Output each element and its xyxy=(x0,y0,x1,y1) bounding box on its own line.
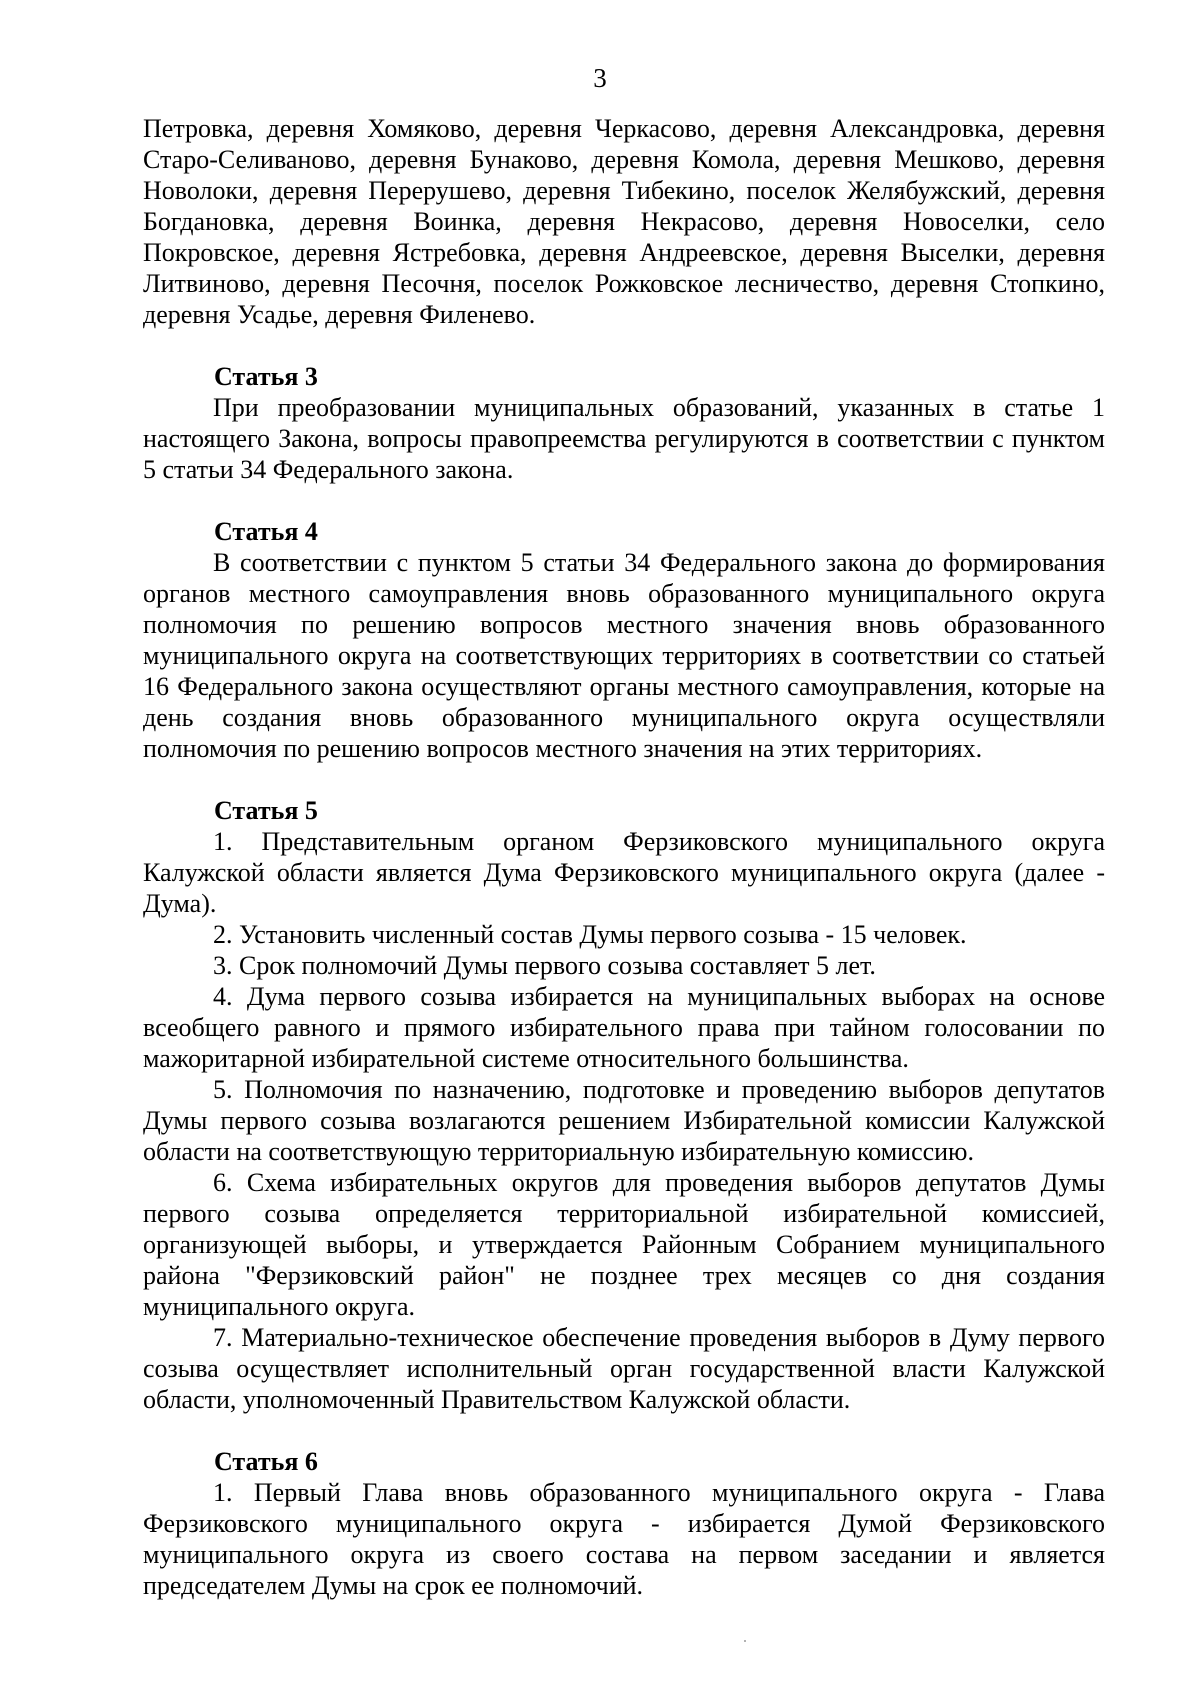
article-paragraph: 3. Срок полномочий Думы первого созыва составляет 5 лет. xyxy=(213,951,876,980)
article-heading: Статья 3 xyxy=(214,362,318,391)
article-paragraph: 1. Первый Глава вновь образованного муниципального округа - Глава Ферзиковского муниципального округа - избирается Думой Ферзиковского муниципального округа из своего состава на первом заседании и является председателем Думы на срок ее полномочий. xyxy=(143,1478,1105,1600)
article-6 xyxy=(143,1446,1105,1601)
article-paragraph: 6. Схема избирательных округов для проведения выборов депутатов Думы первого созыва определяется территориальной избирательной комиссией, организующей выборы, и утверждается Районным Собранием муниципального района "Ферзиковский район" не позднее трех месяцев со дня создания муниципального округа. xyxy=(143,1168,1105,1321)
article-paragraph: В соответствии с пунктом 5 статьи 34 Федерального закона до формирования органов местного самоуправления вновь образованного муниципального округа полномочия по решению вопросов местного значения вновь образованного муниципального округа на соответствующих территориях в соответствии со статьей 16 Федерального закона осуществляют органы местного самоуправления, которые на день создания вновь образованного муниципального округа осуществляли полномочия по решению вопросов местного значения на этих территориях. xyxy=(143,548,1105,763)
article-5 xyxy=(143,795,1105,1415)
page-number: 3 xyxy=(593,63,607,93)
article-4 xyxy=(143,516,1105,764)
article-paragraph: 2. Установить численный состав Думы первого созыва - 15 человек. xyxy=(213,920,967,949)
article-paragraph: 4. Дума первого созыва избирается на муниципальных выборах на основе всеобщего равного и прямого избирательного права при тайном голосовании по мажоритарной избирательной системе относительного большинства. xyxy=(143,982,1105,1073)
article-heading: Статья 6 xyxy=(214,1447,318,1476)
article-heading: Статья 4 xyxy=(214,517,318,546)
article-heading: Статья 5 xyxy=(214,796,318,825)
article-paragraph: 1. Представительным органом Ферзиковского муниципального округа Калужской области является Дума Ферзиковского муниципального округа (далее - Дума). xyxy=(143,827,1105,918)
intro-paragraph: Петровка, деревня Хомяково, деревня Черкасово, деревня Александровка, деревня Старо-Селиваново, деревня Бунаково, деревня Комола, деревня Мешково, деревня Новолоки, деревня Перерушево, деревня Тибекино, поселок Желябужский, деревня Богдановка, деревня Воинка, деревня Некрасово, деревня Новоселки, село Покровское, деревня Ястребовка, деревня Андреевское, деревня Выселки, деревня Литвиново, деревня Песочня, поселок Рожковское лесничество, деревня Стопкино, деревня Усадье, деревня Филенево. xyxy=(143,114,1105,329)
scan-speck xyxy=(744,1640,746,1642)
article-3 xyxy=(143,361,1105,485)
article-paragraph: 5. Полномочия по назначению, подготовке и проведению выборов депутатов Думы первого созыва возлагаются решением Избирательной комиссии Калужской области на соответствующую территориальную избирательную комиссию. xyxy=(143,1075,1105,1166)
article-paragraph: При преобразовании муниципальных образований, указанных в статье 1 настоящего Закона, вопросы правопреемства регулируются в соответствии с пунктом 5 статьи 34 Федерального закона. xyxy=(143,393,1105,484)
article-paragraph: 7. Материально-техническое обеспечение проведения выборов в Думу первого созыва осуществляет исполнительный орган государственной власти Калужской области, уполномоченный Правительством Калужской области. xyxy=(143,1323,1105,1414)
document-body xyxy=(143,113,1105,1601)
